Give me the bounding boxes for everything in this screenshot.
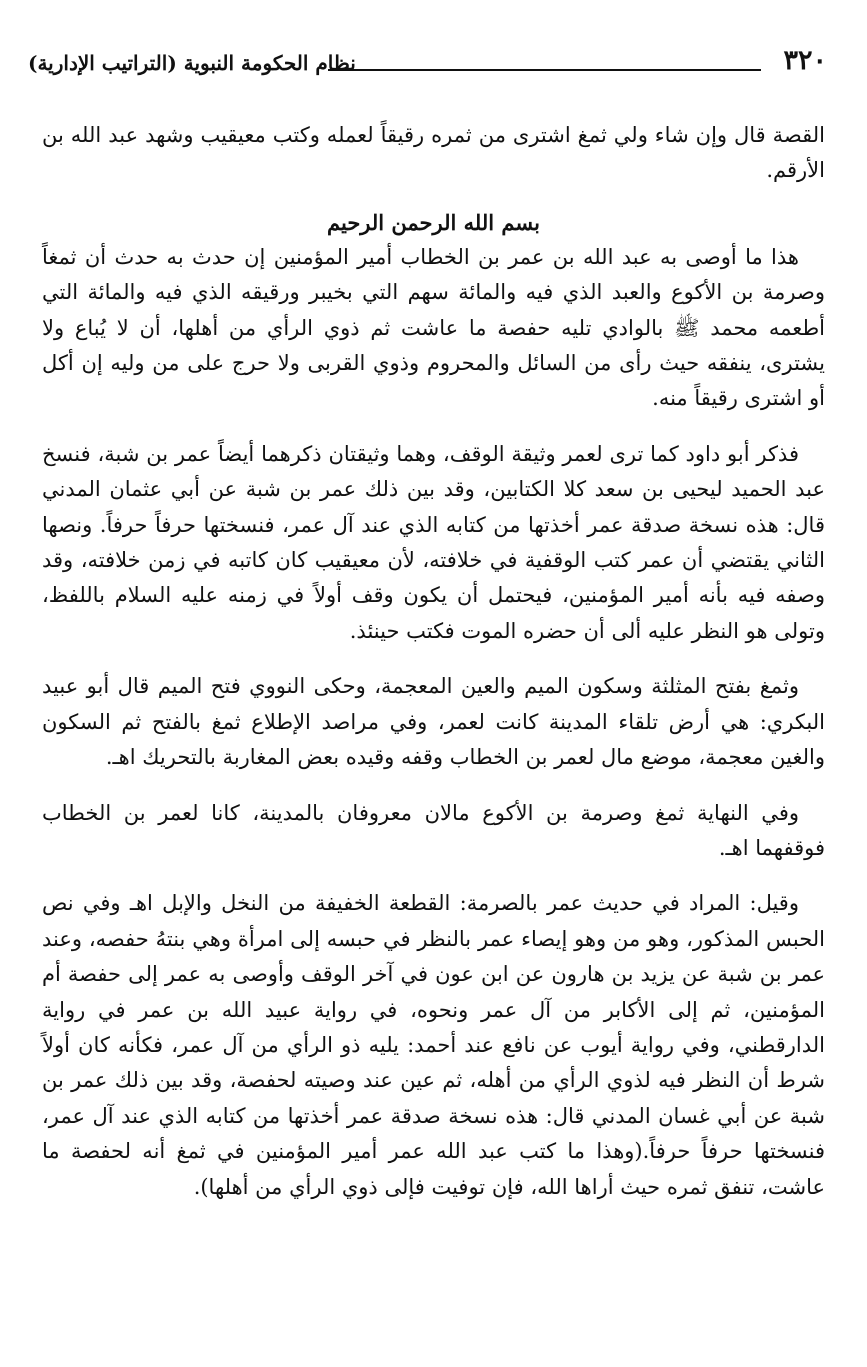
continuation-paragraph: القصة قال وإن شاء ولي ثمغ اشترى من ثمره رقيقاً لعمله وكتب معيقيب وشهد عبد الله بن الأرقم.	[42, 123, 825, 183]
page-body	[42, 118, 825, 1205]
header-rule	[328, 69, 761, 71]
paragraph-will-text: هذا ما أوصى به عبد الله بن عمر بن الخطاب أمير المؤمنين إن حدث به حدث أن ثمغاً وصرمة بن الأكوع والعبد الذي فيه والمائة سهم التي بخيبر ورقيقه الذي فيه والمائة التي أطعمه محمد ﷺ بالوادي تليه حفصة ما عاشت ثم ذوي الرأي من أهلها، أن لا يُباع ولا يشترى، ينفقه حيث رأى من السائل والمحروم وذوي القربى ولا حرج على من وليه إن أكل أو اشترى رقيقاً منه.	[42, 244, 825, 411]
running-header	[28, 42, 827, 82]
paragraph-thamgh-definition: وثمغ بفتح المثلثة وسكون الميم والعين المعجمة، وحكى النووي فتح الميم قال أبو عبيد البكري: هي أرض تلقاء المدينة كانت لعمر، وفي مراصد الإطلاع ثمغ بالفتح ثم السكون والغين معجمة، موضع مال لعمر بن الخطاب وقفه وقيده بعض المغاربة بالتحريك اهـ.	[42, 674, 825, 770]
paragraph-nihaya: وفي النهاية ثمغ وصرمة بن الأكوع مالان معروفان بالمدينة، كانا لعمر بن الخطاب فوقفهما اهـ.	[42, 800, 825, 860]
paragraph-abu-dawud: فذكر أبو داود كما ترى لعمر وثيقة الوقف، وهما وثيقتان ذكرهما أيضاً عمر بن شبة، فنسخ عبد الحميد ليحيى بن سعد كلا الكتابين، وقد بين ذلك عمر بن شبة عن أبي عثمان المدني قال: هذه نسخة صدقة عمر أخذتها من كتابه الذي عند آل عمر، فنسختها حرفاً حرفاً. ونصها الثاني يقتضي أن عمر كتب الوقفية في خلافته، لأن معيقيب كان كاتبه في زمن خلافته، وقد وصفه فيه بأنه أمير المؤمنين، فيحتمل أن يكون وقف أولاً في زمنه عليه السلام باللفظ، وتولى هو النظر عليه ألى أن حضره الموت فكتب حينئذ.	[42, 441, 825, 643]
basmala-heading: بسم الله الرحمن الرحيم	[327, 209, 540, 235]
page-number: ٣٢٠	[783, 45, 827, 76]
book-title: نظام الحكومة النبوية (التراتيب الإدارية)	[28, 51, 356, 75]
paragraph-sarma: وقيل: المراد في حديث عمر بالصرمة: القطعة الخفيفة من النخل والإبل اهـ وفي نص الحبس المذكور، وهو من وهو إيصاء عمر بالنظر في حبسه إلى امرأة وهي بنتهُ حفصه، وعند عمر بن شبة عن يزيد بن هارون عن ابن عون في آخر الوقف وأوصى به عمر إلى حفصة أم المؤمنين، ثم إلى الأكابر من آل عمر ونحوه، في رواية عبيد الله بن عمر في رواية الدارقطني، وفي رواية أيوب عن نافع عند أحمد: يليه ذو الرأي من آل عمر، فكأنه كان أولاً شرط أن النظر فيه لذوي الرأي من أهله، ثم عين عند وصيته لحفصة، وقد بين ذلك عمر بن شبة عن أبي غسان المدني قال: هذه نسخة صدقة عمر أخذتها من كتابه الذي عند آل عمر، فنسختها حرفاً حرفاً.(وهذا ما كتب عبد الله عمر أمير المؤمنين في ثمغ أنه لحفصة ما عاشت، تنفق ثمره حيث أراها الله، فإن توفيت فإلى ذوي الرأي من أهلها).	[42, 891, 825, 1199]
